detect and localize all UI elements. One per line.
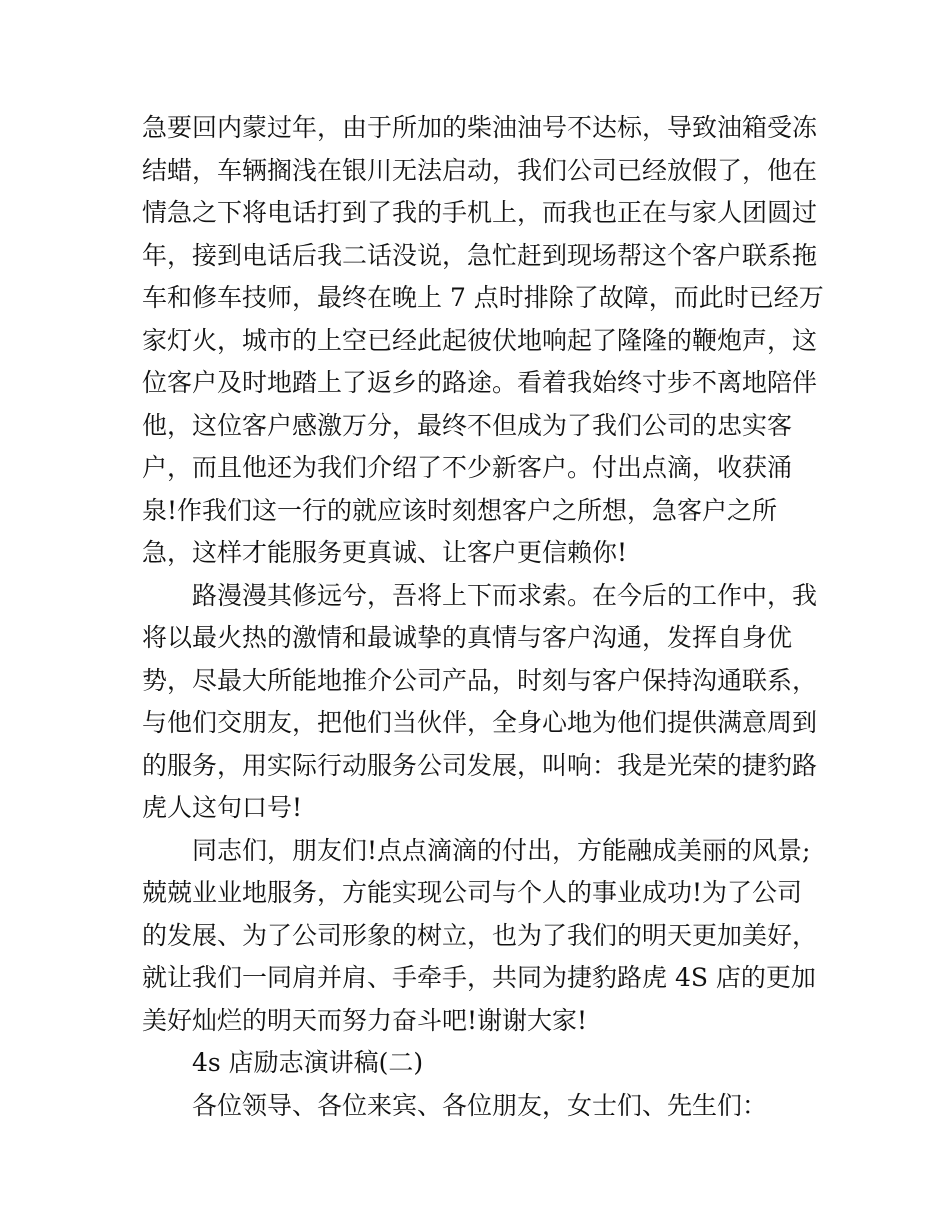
text-line: 结蜡，车辆搁浅在银川无法启动，我们公司已经放假了，他在	[142, 155, 818, 185]
text-line: 的发展、为了公司形象的树立，也为了我们的明天更加美好，	[142, 920, 818, 950]
text-line: 就让我们一同肩并肩、手牵手，共同为捷豹路虎 4S 店的更加	[142, 963, 816, 992]
text-line: 急要回内蒙过年，由于所加的柴油油号不达标，导致油箱受冻	[142, 113, 818, 142]
text-line: 势，尽最大所能地推介公司产品，时刻与客户保持沟通联系，	[142, 665, 818, 695]
text-line: 美好灿烂的明天而努力奋斗吧!谢谢大家!	[142, 1005, 588, 1035]
text-line: 路漫漫其修远兮，吾将上下而求索。在今后的工作中，我	[192, 580, 818, 610]
text-line: 4s 店励志演讲稿(二)	[192, 1048, 424, 1077]
text-line: 各位领导、各位来宾、各位朋友，女士们、先生们：	[192, 1090, 768, 1120]
text-line: 同志们，朋友们!点点滴滴的付出，方能融成美丽的风景;	[192, 835, 811, 865]
document-body	[142, 107, 822, 1127]
text-line: 位客户及时地踏上了返乡的路途。看着我始终寸步不离地陪伴	[142, 368, 818, 397]
text-line: 兢兢业业地服务，方能实现公司与个人的事业成功!为了公司	[142, 878, 803, 907]
text-line: 与他们交朋友，把他们当伙伴，全身心地为他们提供满意周到	[142, 708, 818, 737]
text-line: 年，接到电话后我二话没说，急忙赶到现场帮这个客户联系拖	[142, 240, 818, 270]
text-line: 家灯火，城市的上空已经此起彼伏地响起了隆隆的鞭炮声，这	[142, 325, 818, 355]
text-line: 将以最火热的激情和最诚挚的真情与客户沟通，发挥自身优	[142, 623, 793, 652]
text-line: 车和修车技师，最终在晚上 7 点时排除了故障，而此时已经万	[142, 283, 824, 312]
text-line: 他，这位客户感激万分，最终不但成为了我们公司的忠实客	[142, 410, 793, 440]
text-line: 泉!作我们这一行的就应该时刻想客户之所想，急客户之所	[142, 495, 778, 525]
text-line: 虎人这句口号!	[142, 793, 303, 822]
text-line: 急，这样才能服务更真诚、让客户更信赖你!	[142, 538, 628, 567]
text-line: 的服务，用实际行动服务公司发展，叫响：我是光荣的捷豹路	[142, 750, 818, 780]
text-line: 情急之下将电话打到了我的手机上，而我也正在与家人团圆过	[142, 198, 818, 227]
text-line: 户，而且他还为我们介绍了不少新客户。付出点滴，收获涌	[142, 453, 793, 482]
